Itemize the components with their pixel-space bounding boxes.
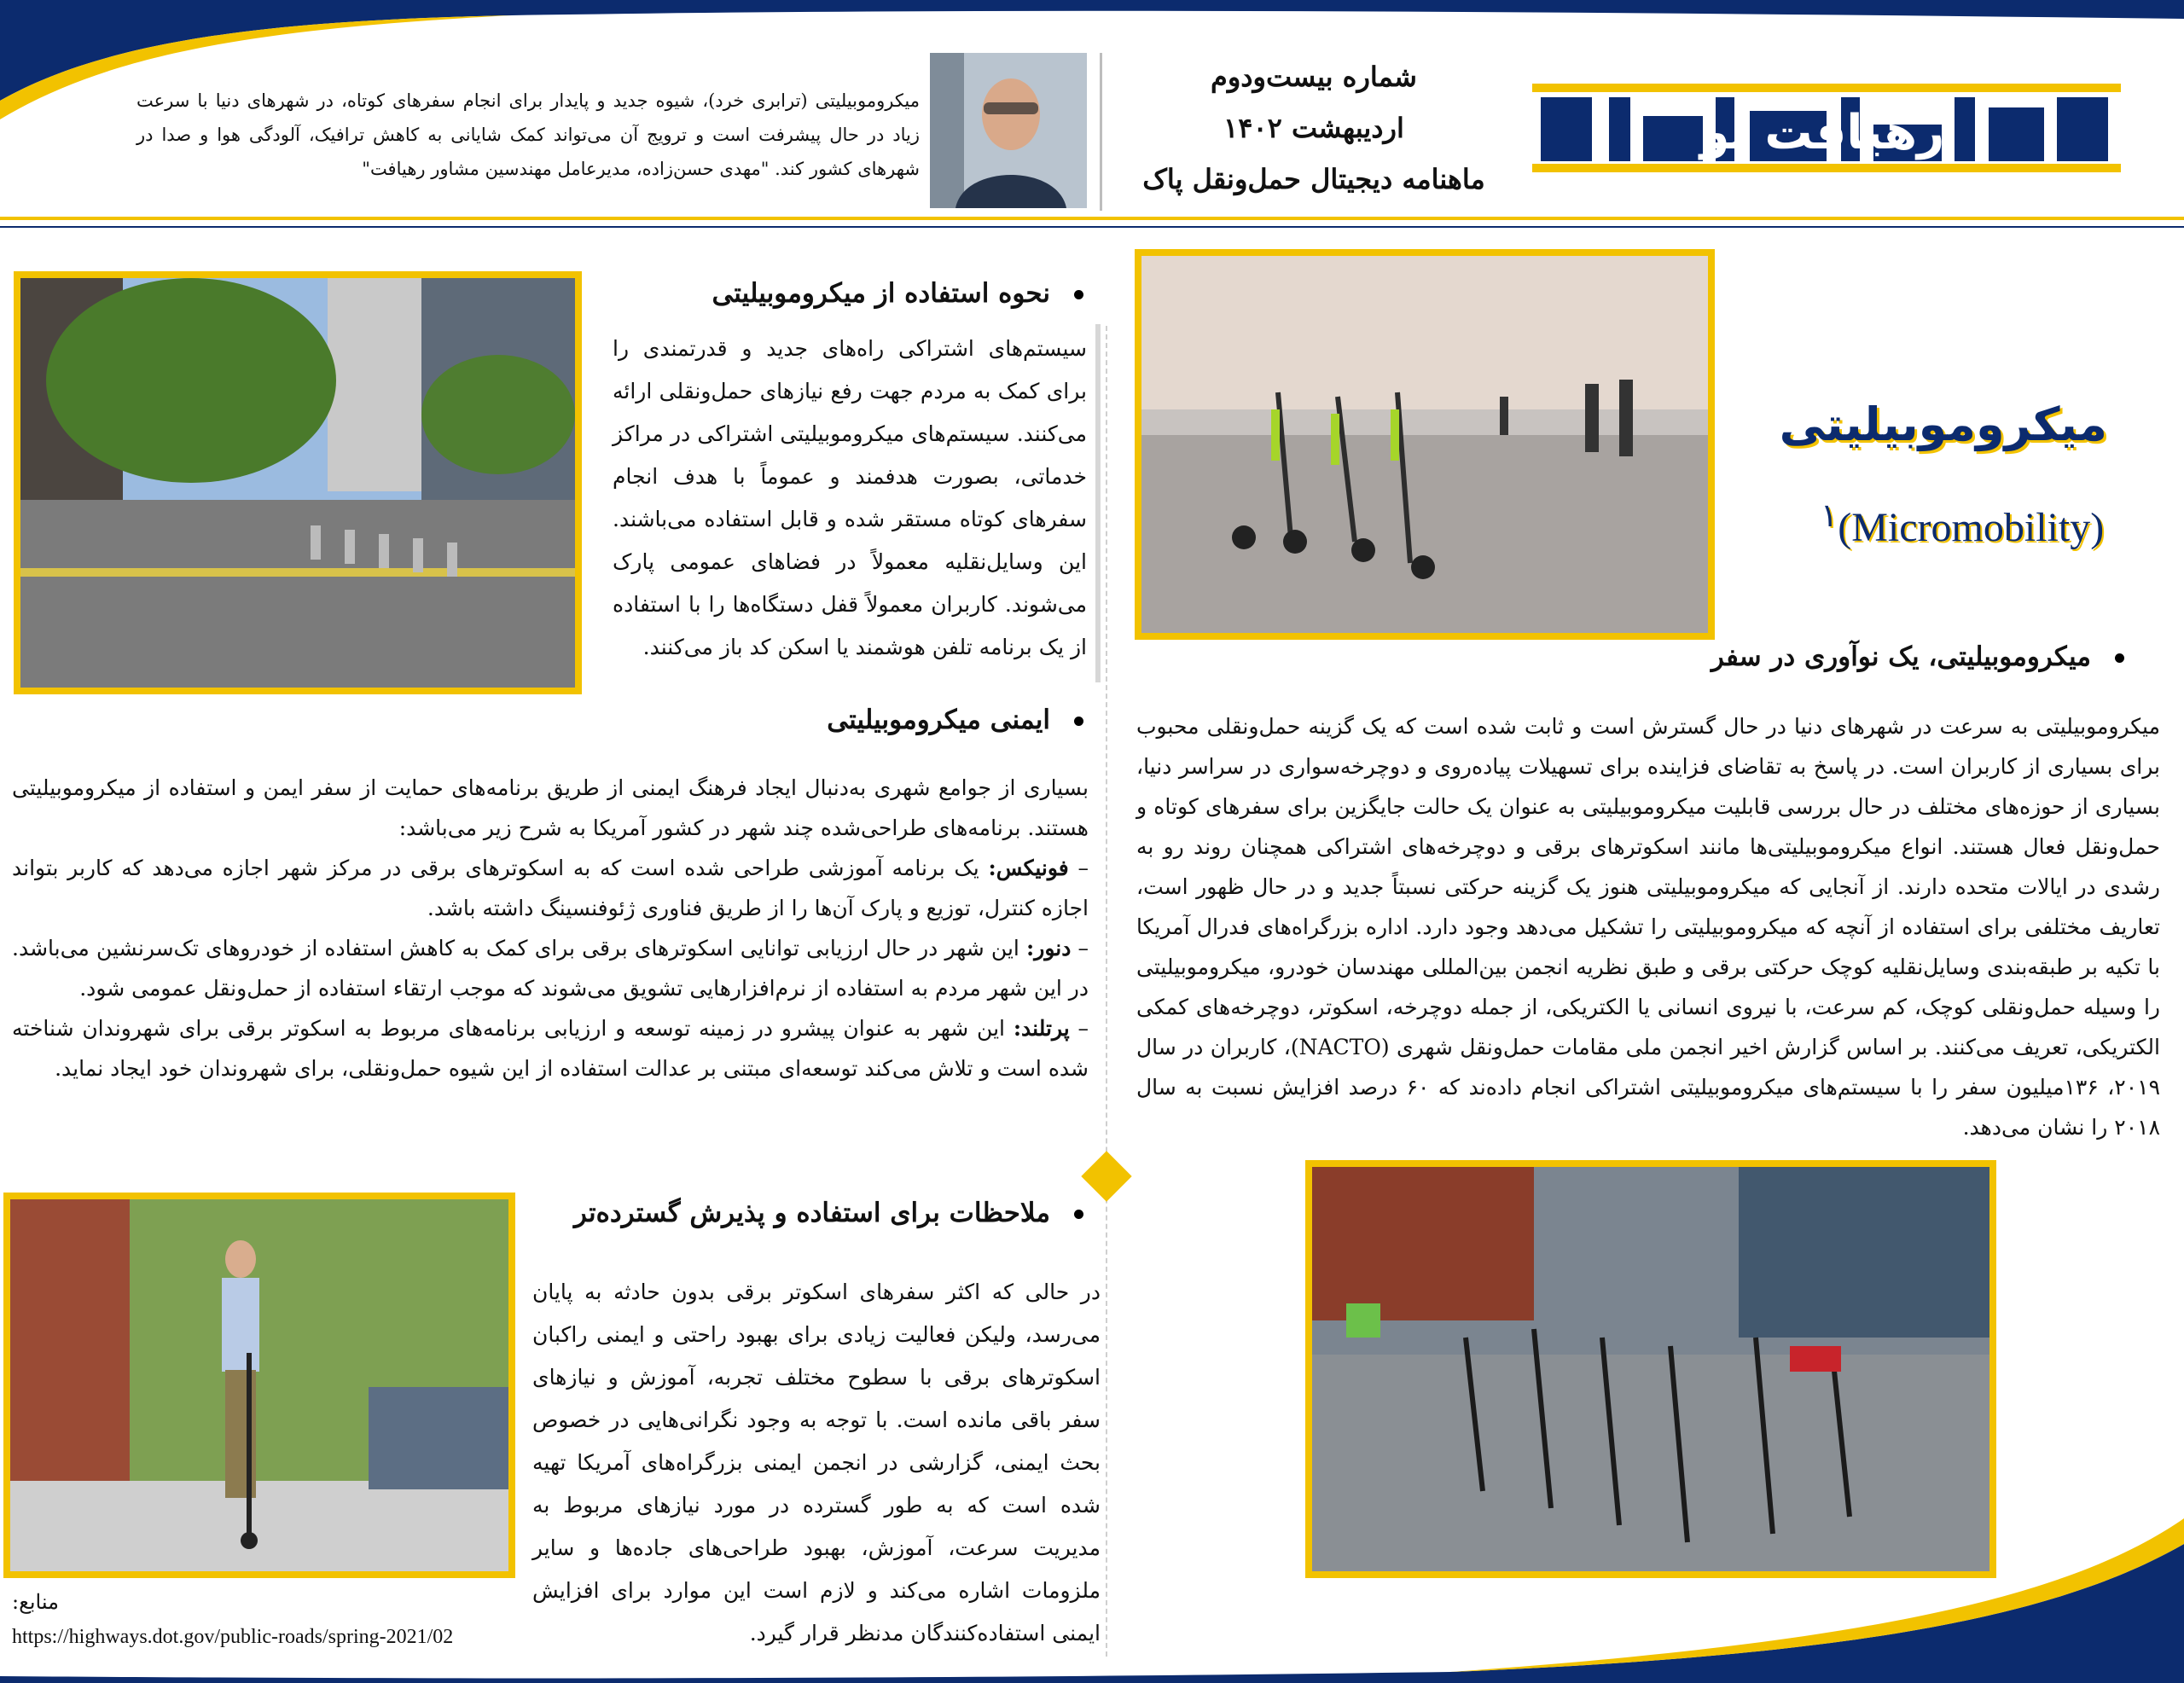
usage-bar [1095, 324, 1101, 682]
safety-body [12, 768, 1089, 1088]
safety-city: پرتلند: [1013, 1016, 1070, 1041]
scooters-promenade-photo [1135, 249, 1715, 640]
usage-heading-text: نحوه استفاده از میکروموبیلیتی [712, 278, 1050, 309]
intro-quote: میکروموبیلیتی (ترابری خرد)، شیوه جدید و پایدار برای انجام سفرهای کوتاه، در شهرهای دنیا با سرعت زیاد در حال پیشرفت است و ترویج آن می‌تواند کمک شایانی به کاهش ترافیک، آلودگی هوا و صدا در شهرهای کشور کند. "مهدی حسن‌زاده، مدیرعامل مهندسین مشاور رهیافت" [136, 90, 920, 179]
issue-block [1118, 51, 1510, 205]
safety-city: فونیکس: [988, 856, 1069, 880]
bullet-icon [1074, 290, 1083, 299]
considerations-heading [529, 1198, 1083, 1228]
considerations-heading-text: ملاحظات برای استفاده و پذیرش گسترده‌تر [573, 1198, 1050, 1228]
divider-diamond [1081, 1151, 1131, 1201]
safety-text: یک برنامه آموزشی طراحی شده است که به اسکوترهای برقی در مرکز شهر اجازه می‌دهد که کاربر بتواند اجازه کنترل، توزیع و پارک آن‌ها را از طریق فناوری ژئوفنسینگ داشته باشد. [12, 856, 1089, 920]
innovation-heading [1280, 641, 2124, 672]
header-rule-decoration [0, 215, 2184, 235]
title-english [1792, 496, 2133, 551]
dash: – [1077, 1016, 1089, 1041]
usage-body: سیستم‌های اشتراکی راه‌های جدید و قدرتمندی را برای کمک به مردم جهت رفع نیازهای حمل‌ونقلی ارائه می‌کنند. سیستم‌های میکروموبیلیتی اشتراکی در مراکز خدماتی، بصورت هدفمند و عموماً با هدف انجام سفرهای کوتاه مستقر شده و قابل استفاده می‌باشند. این وسایل‌نقلیه معمولاً در فضاهای عمومی پارک می‌شوند. کاربران معمولاً قفل دستگاه‌ها را با استفاده از یک برنامه تلفن هوشمند یا اسکن کد باز می‌کنند. [613, 336, 1087, 659]
scooter-rider-photo [3, 1193, 515, 1578]
logo-text: رهیافت نو [1699, 105, 1945, 160]
dash: – [1077, 856, 1089, 880]
safety-heading [597, 705, 1083, 735]
bullet-icon [1074, 717, 1083, 726]
safety-heading-text: ایمنی میکروموبیلیتی [827, 705, 1050, 735]
bullet-icon [2115, 653, 2124, 663]
safety-city: دنور: [1026, 936, 1072, 960]
innovation-body: میکروموبیلیتی به سرعت در شهرهای دنیا در حال گسترش است و ثابت شده است که یک گزینه حمل‌ونقلی محبوب برای بسیاری از کاربران است. در پاسخ به تقاضای فزاینده برای تسهیلات پیاده‌روی و دوچرخه‌سواری در سراسر دنیا، بسیاری از حوزه‌های مختلف در حال بررسی قابلیت میکروموبیلیتی به عنوان یک حالت جایگزین برای سفرهای کوتاه و حمل‌ونقل فعال هستند. انواع میکروموبیلیتی‌ها مانند اسکوترهای برقی و دوچرخه‌های اشتراکی همچنان روند رو به رشدی در ایالات متحده دارند. از آنجایی که میکروموبیلیتی هنوز یک گزینه حرکتی نسبتاً جدید و در حال ظهور است، تعاریف مختلفی برای استفاده از آنچه که میکروموبیلیتی را تشکیل می‌دهد وجود دارد. اداره بزرگراه‌های فدرال آمریکا با تکیه بر طبقه‌بندی وسایل‌نقلیه کوچک حرکتی برقی و طبق نظریه انجمن بین‌المللی مهندسان خودرو، میکروموبیلیتی را وسیله حمل‌ونقلی کوچک، کم سرعت، با نیروی انسانی یا الکتریکی، از جمله دوچرخه، اسکوتر، دوچرخه‌های کمکی الکتریکی، تعریف می‌کنند. بر اساس گزارش اخیر انجمن ملی مقامات حمل‌ونقل شهری (NACTO)، کاربران در سال ۲۰۱۹، ۱۳۶میلیون سفر را با سیستم‌های میکروموبیلیتی اشتراکی انجام داده‌ند که ۶۰ درصد افزایش نسبت به سال ۲۰۱۸ را نشان می‌دهد. [1136, 714, 2160, 1140]
logo-mark [1524, 63, 2121, 200]
parked-scooters-photo [1305, 1160, 1996, 1578]
safety-text: این شهر در حال ارزیابی توانایی اسکوترهای برقی برای کمک به کاهش استفاده از خودروهای تک‌سرنشین می‌باشد. در این شهر مردم به استفاده از نرم‌افزارهایی تشویق می‌شوند که موجب ارتقاء استفاده از حمل‌ونقل عمومی شود. [12, 936, 1089, 1001]
header-divider [1100, 53, 1102, 211]
title-footnote: ۱ [1820, 498, 1838, 534]
author-photo [930, 53, 1087, 208]
safety-item-phoenix [12, 848, 1089, 928]
safety-intro: بسیاری از جوامع شهری به‌دنبال ایجاد فرهنگ ایمنی از طریق برنامه‌های حمایت از سفر ایمن و استفاده از میکروموبیلیتی هستند. برنامه‌های طراحی‌شده چند شهر در کشور آمریکا به شرح زیر می‌باشد: [12, 775, 1089, 840]
title-english-text: (Micromobility) [1838, 505, 2105, 550]
city-street-photo [14, 271, 582, 694]
sources-label: منابع: [12, 1590, 59, 1614]
safety-text: این شهر به عنوان پیشرو در زمینه توسعه و ارزیابی برنامه‌های مربوط به اسکوتر برقی برای شهروندان شناخته شده است و تلاش می‌کند توسعه‌ای مبتنی بر عدالت استفاده از این شیوه حمل‌ونقلی، برای شهروندان خود ایجاد نماید. [12, 1016, 1089, 1081]
column-divider [1106, 326, 1107, 1657]
logo [1524, 63, 2121, 200]
usage-heading [597, 278, 1083, 309]
page-title: میکروموبیلیتی [1779, 398, 2107, 451]
issue-number: شماره بیست‌ودوم [1211, 61, 1417, 93]
bullet-icon [1074, 1210, 1083, 1219]
sources-link[interactable]: https://highways.dot.gov/public-roads/spring-2021/02 [12, 1626, 454, 1648]
safety-item-portland [12, 1008, 1089, 1088]
considerations-body: در حالی که اکثر سفرهای اسکوتر برقی بدون حادثه به پایان می‌رسد، ولیکن فعالیت زیادی برای بهبود راحتی و ایمنی راکبان اسکوترهای برقی با سطوح مختلف تجربه، آموزش و نیازهای سفر باقی مانده است. با توجه به وجود نگرانی‌هایی در خصوص بحث ایمنی، گزارشی در انجمن ایمنی بزرگراه‌های آمریکا تهیه شده است که به طور گسترده در مورد نیازهای مربوط به مدیریت سرعت، آموزش، بهبود طراحی‌های جاده‌ها و سایر ملزومات اشاره می‌کند و لازم است این موارد برای افزایش ایمنی استفاده‌کنندگان مدنظر قرار گیرد. [532, 1280, 1101, 1645]
innovation-heading-text: میکروموبیلیتی، یک نوآوری در سفر [1711, 641, 2091, 672]
safety-item-denver [12, 928, 1089, 1008]
issue-date: اردیبهشت ۱۴۰۲ [1223, 112, 1404, 144]
dash: – [1077, 936, 1089, 960]
magazine-name: ماهنامه دیجیتال حمل‌ونقل پاک [1142, 163, 1485, 195]
